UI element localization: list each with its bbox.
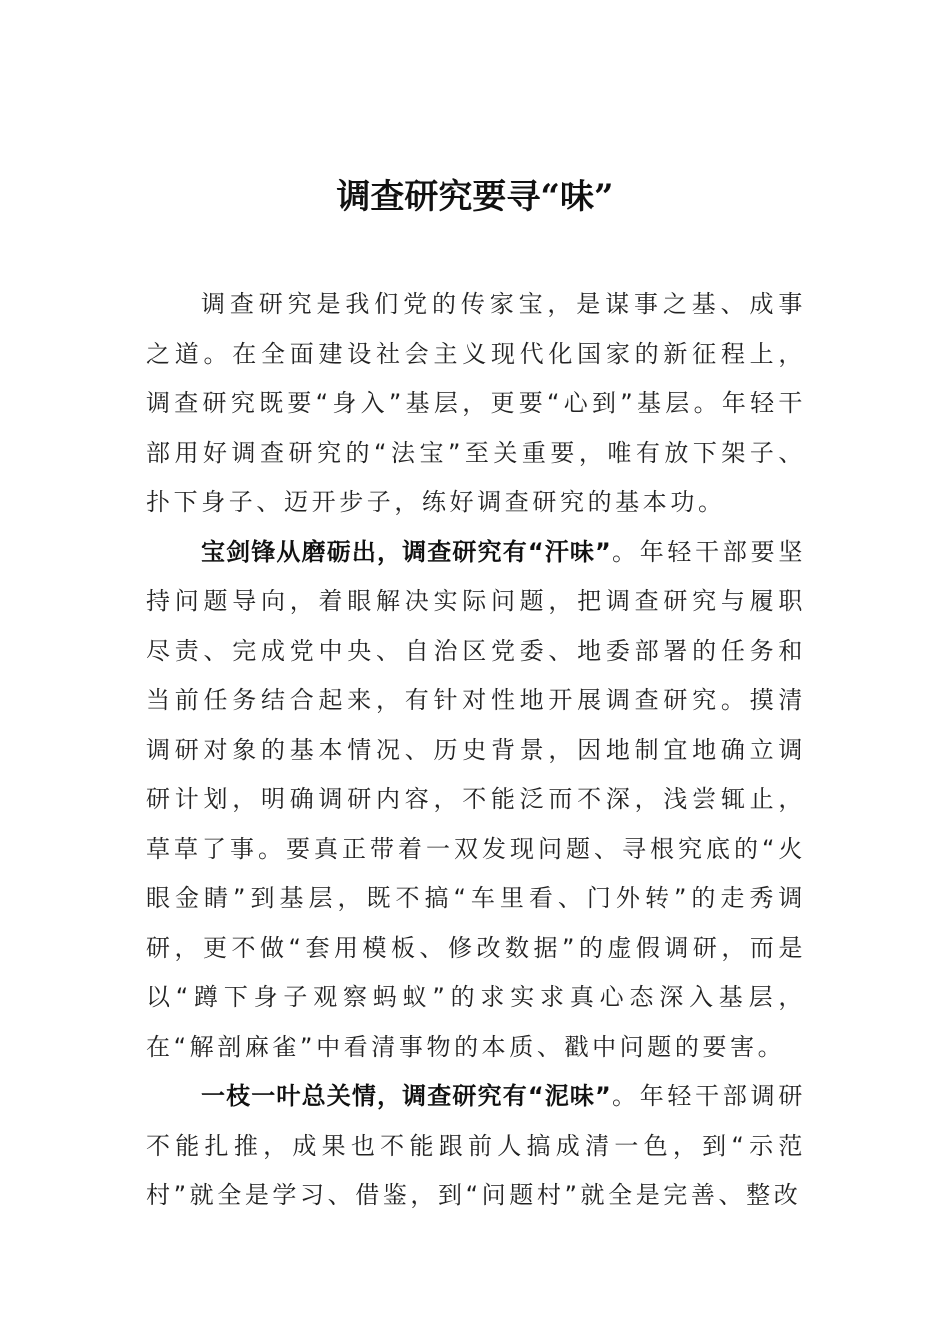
paragraph-3-text: 。年轻干部调研不能扎推，成果也不能跟前人搞成清一色，到“示范村”就全是学习、借鉴，到“问题村”就全是完善、整改	[146, 1082, 807, 1209]
paragraph-1	[146, 280, 806, 528]
paragraph-3	[146, 1072, 806, 1221]
paragraph-2-text: 。年轻干部要坚持问题导向，着眼解决实际问题，把调查研究与履职尽责、完成党中央、自治区党委、地委部署的任务和当前任务结合起来，有针对性地开展调查研究。摸清调研对象的基本情况、历史背景，因地制宜地确立调研计划，明确调研内容，不能泛而不深，浅尝辄止，草草了事。要真正带着一双发现问题、寻根究底的“火眼金睛”到基层，既不搞“车里看、门外转”的走秀调研，更不做“套用模板、修改数据”的虚假调研，而是以“蹲下身子观察蚂蚁”的求实求真心态深入基层，在“解剖麻雀”中看清事物的本质、戳中问题的要害。	[146, 537, 807, 1061]
paragraph-3-lead: 一枝一叶总关情，调查研究有“泥味”	[201, 1082, 612, 1110]
document-body	[146, 280, 806, 1221]
paragraph-2	[146, 528, 806, 1073]
document-title: 调查研究要寻“味”	[336, 177, 614, 217]
paragraph-1-text: 调查研究是我们党的传家宝，是谋事之基、成事之道。在全面建设社会主义现代化国家的新征程上，调查研究既要“身入”基层，更要“心到”基层。年轻干部用好调查研究的“法宝”至关重要，唯有放下架子、扑下身子、迈开步子，练好调查研究的基本功。	[146, 290, 806, 516]
paragraph-2-lead: 宝剑锋从磨砺出，调查研究有“汗味”	[201, 537, 612, 566]
